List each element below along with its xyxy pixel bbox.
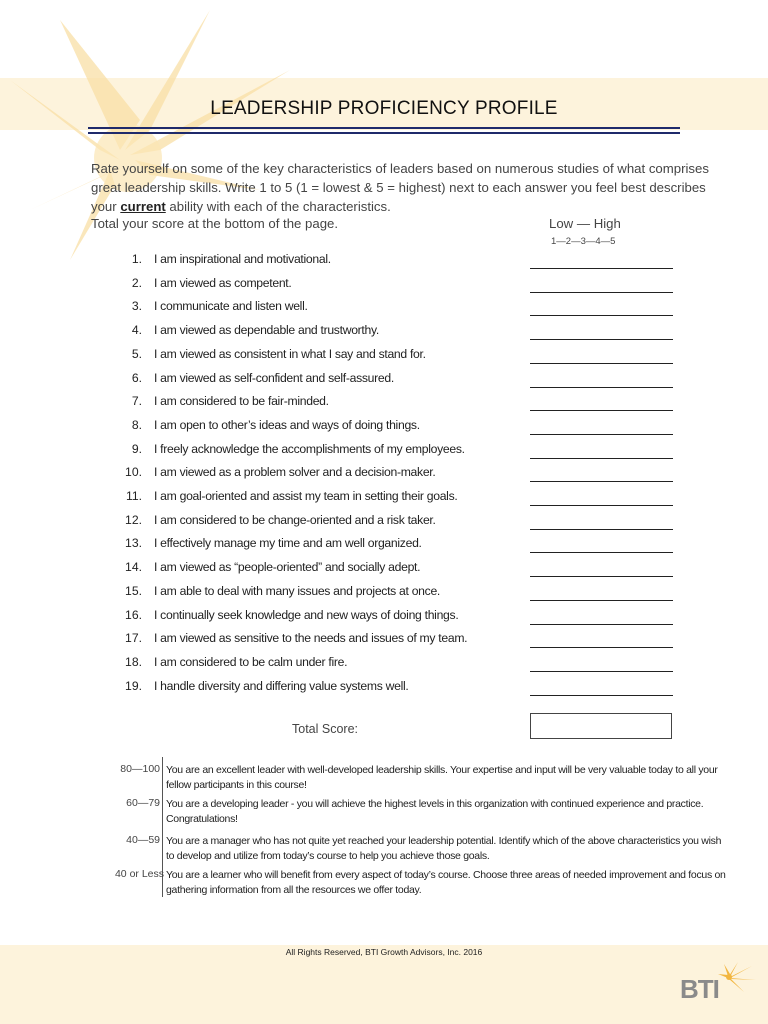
item-text: I am viewed as dependable and trustworthy.	[154, 323, 379, 338]
item-number: 4.	[131, 323, 142, 338]
rating-answer-line[interactable]	[530, 268, 673, 269]
item-number: 19.	[125, 678, 142, 693]
list-item	[0, 252, 768, 272]
legend-description: You are an excellent leader with well-developed leadership skills. Your expertise and input will be very valuable today to all your fellow participants in this course!	[166, 764, 718, 791]
intro-paragraph	[91, 159, 711, 216]
legend-description: You are a manager who has not quite yet reached your leadership potential. Identify which of the above characteristics you wish to develop and utilize from today’s course to help you achieve those goals.	[166, 835, 722, 862]
scale-numbers: 1—2—3—4—5	[551, 236, 616, 247]
item-number: 14.	[125, 560, 142, 575]
total-score-field[interactable]	[530, 713, 672, 739]
list-item	[0, 276, 768, 296]
list-item	[0, 465, 768, 485]
rating-answer-line[interactable]	[530, 529, 673, 530]
item-number: 3.	[131, 299, 142, 314]
item-text: I am viewed as a problem solver and a decision-maker.	[154, 465, 436, 480]
item-text: I am inspirational and motivational.	[154, 252, 331, 266]
list-item	[0, 371, 768, 391]
rating-answer-line[interactable]	[530, 600, 673, 601]
list-item	[0, 442, 768, 462]
logo-star-icon	[718, 962, 758, 992]
item-number: 10.	[125, 465, 142, 480]
item-text: I am viewed as consistent in what I say and stand for.	[154, 346, 426, 361]
list-item	[0, 679, 768, 699]
item-text: I am viewed as “people-oriented” and socially adept.	[154, 560, 421, 575]
item-number: 5.	[131, 346, 142, 361]
list-item	[0, 560, 768, 580]
legend-range: 80—100	[120, 763, 160, 775]
rating-answer-line[interactable]	[530, 505, 673, 506]
item-number: 8.	[131, 417, 142, 432]
rating-answer-line[interactable]	[530, 552, 673, 553]
rating-answer-line[interactable]	[530, 339, 673, 340]
total-score-label: Total Score:	[292, 722, 359, 736]
item-text: I am viewed as sensitive to the needs and issues of my team.	[154, 631, 468, 646]
copyright-footer: All Rights Reserved, BTI Growth Advisors, Inc. 2016	[285, 947, 483, 957]
item-number: 13.	[125, 536, 142, 551]
list-item	[0, 584, 768, 604]
bti-logo: BTI	[680, 974, 719, 1004]
list-item	[0, 299, 768, 319]
legend-range: 40—59	[126, 834, 160, 846]
item-text: I handle diversity and differing value systems well.	[154, 678, 409, 693]
list-item	[0, 608, 768, 628]
rating-answer-line[interactable]	[530, 410, 673, 411]
item-number: 16.	[125, 607, 142, 622]
item-number: 15.	[125, 583, 142, 598]
item-text: I am considered to be change-oriented and a risk taker.	[154, 512, 436, 527]
title-divider	[88, 132, 680, 134]
item-number: 11.	[125, 489, 142, 503]
item-text: I effectively manage my time and am well organized.	[154, 536, 422, 551]
rating-answer-line[interactable]	[530, 363, 673, 364]
total-instruction: Total your score at the bottom of the page.	[91, 216, 339, 231]
list-item	[0, 631, 768, 651]
item-text: I continually seek knowledge and new ways of doing things.	[154, 607, 459, 622]
item-text: I am viewed as competent.	[154, 275, 292, 290]
legend-description: You are a learner who will benefit from every aspect of today’s course. Choose three areas of needed improvement and focus on gathering information from all the resources we offer today.	[166, 869, 726, 896]
rating-answer-line[interactable]	[530, 624, 673, 625]
item-number: 7.	[131, 394, 142, 409]
rating-answer-line[interactable]	[530, 695, 673, 696]
item-number: 9.	[131, 441, 142, 456]
item-number: 2.	[131, 275, 142, 290]
item-number: 12.	[125, 512, 142, 527]
list-item	[0, 323, 768, 343]
list-item	[0, 489, 768, 509]
rating-answer-line[interactable]	[530, 315, 673, 316]
list-item	[0, 655, 768, 675]
title-divider	[88, 127, 680, 129]
rating-answer-line[interactable]	[530, 576, 673, 577]
list-item	[0, 513, 768, 533]
legend-range: 40 or Less	[114, 868, 164, 880]
item-number: 18.	[125, 654, 142, 669]
rating-answer-line[interactable]	[530, 671, 673, 672]
intro-text: Rate yourself on some of the key characteristics of leaders based on numerous studies of what comprises great leadership skills. Write 1 to 5 (1 = lowest & 5 = highest) next to each answer you feel best describes your	[91, 161, 709, 214]
item-number: 1.	[131, 252, 142, 266]
item-text: I am goal-oriented and assist my team in setting their goals.	[154, 489, 458, 503]
item-text: I am viewed as self-confident and self-assured.	[154, 370, 394, 385]
item-number: 6.	[131, 370, 142, 385]
item-text: I am considered to be fair-minded.	[154, 394, 329, 409]
scale-header: Low — High	[549, 216, 621, 231]
item-text: I freely acknowledge the accomplishments of my employees.	[154, 441, 465, 456]
rating-answer-line[interactable]	[530, 647, 673, 648]
item-text: I am able to deal with many issues and projects at once.	[154, 583, 441, 598]
rating-answer-line[interactable]	[530, 458, 673, 459]
list-item	[0, 418, 768, 438]
intro-text-end: ability with each of the characteristics.	[165, 199, 391, 214]
item-number: 17.	[125, 631, 142, 646]
item-text: I communicate and listen well.	[154, 299, 308, 314]
list-item	[0, 394, 768, 414]
rating-answer-line[interactable]	[530, 481, 673, 482]
legend-range: 60—79	[126, 797, 160, 809]
intro-emphasis: current	[120, 199, 166, 214]
rating-answer-line[interactable]	[530, 292, 673, 293]
item-text: I am open to other’s ideas and ways of doing things.	[154, 417, 420, 432]
page-title: LEADERSHIP PROFICIENCY PROFILE	[210, 98, 558, 119]
list-item	[0, 536, 768, 556]
legend-description: You are a developing leader - you will achieve the highest levels in this organization with continued experience and practice. Congratulations!	[166, 798, 704, 825]
rating-answer-line[interactable]	[530, 387, 673, 388]
rating-answer-line[interactable]	[530, 434, 673, 435]
list-item	[0, 347, 768, 367]
item-text: I am considered to be calm under fire.	[154, 654, 348, 669]
